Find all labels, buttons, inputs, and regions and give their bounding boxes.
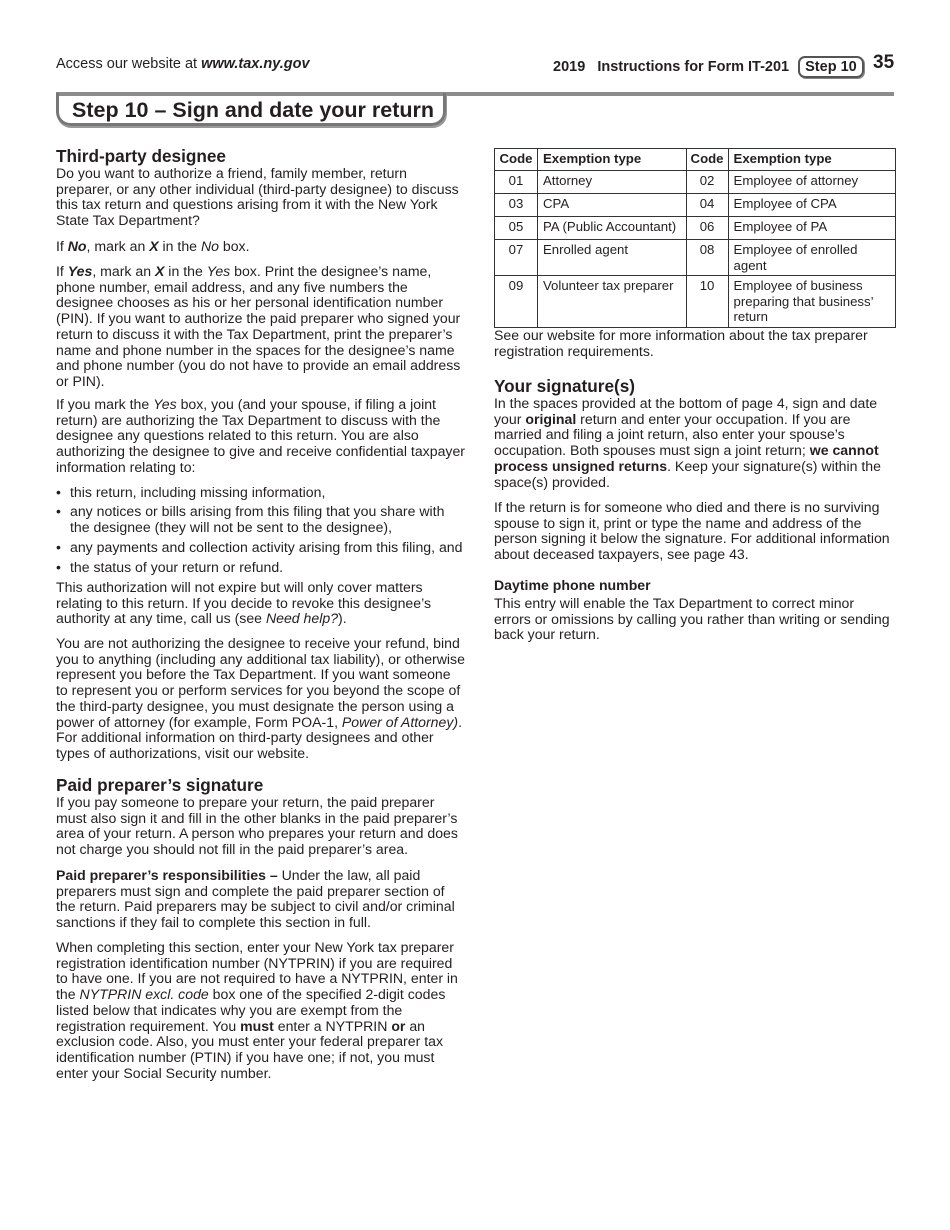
- paragraph: If Yes, mark an X in the Yes box. Print the designee’s name, phone number, email address, and any five numbers the designee chooses as his or her personal identification number (PIN). If you want to authorize the paid preparer who signed your return to discuss it with the Tax Department, print the preparer’s name and phone number in the spaces for the designee’s name and phone number (you do not have to provide an email address or PIN).: [56, 263, 461, 389]
- paragraph: This entry will enable the Tax Department to correct minor errors or omissions by calling you rather than writing or sending back your return.: [494, 595, 890, 643]
- form-header: [553, 56, 864, 78]
- page-number: 35: [873, 52, 895, 73]
- form-title: Instructions for Form IT-201: [597, 59, 790, 75]
- signature-section: [494, 377, 894, 490]
- table-header-row: Code Exemption type Code Exemption type: [495, 149, 896, 171]
- daytime-phone-section: [494, 577, 894, 643]
- section-heading: Your signature(s): [494, 376, 636, 396]
- paragraph: If you pay someone to prepare your return, the paid preparer must also sign it and fill in the other blanks in the paid preparer’s area of your return. A person who prepares your return and does not charge you should not fill in the paid preparer’s area.: [56, 794, 458, 858]
- list-item: • any notices or bills arising from this filing that you share with the designee (they will not be sent to the designee),: [56, 503, 445, 535]
- website-line: Access our website at www.tax.ny.gov: [56, 56, 310, 72]
- table-row: 07 Enrolled agent 08 Employee of enrolled agent: [495, 240, 896, 276]
- paragraph: In the spaces provided at the bottom of page 4, sign and date your original return and enter your occupation. If you are married and filing a joint return, also enter your spouse’s occupation. Both spouses must sign a joint return; we cannot process unsigned returns. Keep your signature(s) within the space(s) provided.: [494, 395, 881, 490]
- paragraph: If you mark the Yes box, you (and your spouse, if filing a joint return) are authorizing the Tax Department to discuss with the designee any questions related to this return. You are also authorizing the designee to give and receive confidential taxpayer information relating to:: [56, 396, 465, 475]
- paragraph: This authorization will not expire but will only cover matters relating to this return. If you decide to revoke this designee’s authority at any time, call us (see Need help?).: [56, 579, 432, 627]
- table-row: 05 PA (Public Accountant) 06 Employee of PA: [495, 217, 896, 240]
- table-row: 03 CPA 04 Employee of CPA: [495, 194, 896, 217]
- subsection-heading: Daytime phone number: [494, 577, 651, 593]
- exemption-code-table: [494, 148, 896, 328]
- paid-preparer-section: [56, 776, 466, 858]
- paragraph: Do you want to authorize a friend, family member, return preparer, or any other individual (third-party designee) to discuss this tax return and questions arising from it with the New York State Tax Department?: [56, 165, 459, 229]
- paragraph: Paid preparer’s responsibilities – Under the law, all paid preparers must sign and complete the paid preparer section of the return. Paid preparers may be subject to civil and/or criminal sanctions if they fail to complete this section in full.: [56, 867, 455, 931]
- paragraph: If No, mark an X in the No box.: [56, 238, 250, 254]
- paragraph: You are not authorizing the designee to receive your refund, bind you to anything (including any additional tax liability), or otherwise represent you before the Tax Department. If you want someone to represent you or perform services for you beyond the scope of the third-party designee, you must designate the person using a power of attorney (for example, Form POA-1, Power of Attorney). For additional information on third-party designees and other types of authorizations, visit our website.: [56, 635, 465, 761]
- paragraph: See our website for more information about the tax preparer registration requirements.: [494, 327, 868, 359]
- paragraph: When completing this section, enter your New York tax preparer registration identification number (NYTPRIN) if you are required to have one. If you are not required to have a NYTPRIN, enter in the NYTPRIN excl. code box one of the specified 2-digit codes listed below that indicates why you are exempt from the registration requirement. You must enter a NYTPRIN or an exclusion code. Also, you must enter your federal preparer tax identification number (PTIN) if you have one; if not, you must enter your Social Security number.: [56, 939, 458, 1081]
- page-title: Step 10 – Sign and date your return: [56, 93, 446, 126]
- website-link[interactable]: www.tax.ny.gov: [201, 56, 310, 72]
- third-party-section: [56, 147, 466, 229]
- form-year: 2019: [553, 59, 586, 75]
- section-heading: Paid preparer’s signature: [56, 775, 264, 795]
- step-tab: Step 10: [798, 56, 864, 78]
- table-row: 09 Volunteer tax preparer 10 Employee of business preparing that business’ return: [495, 276, 896, 328]
- table-row: 01 Attorney 02 Employee of attorney: [495, 171, 896, 194]
- section-heading: Third-party designee: [56, 146, 226, 166]
- list-item: • this return, including missing information,: [56, 484, 326, 500]
- list-item: • the status of your return or refund.: [56, 559, 284, 575]
- list-item: • any payments and collection activity arising from this filing, and: [56, 539, 463, 555]
- paragraph: If the return is for someone who died and there is no surviving spouse to sign it, print or type the name and address of the person signing it below the signature. For additional information about deceased taxpayers, see page 43.: [494, 499, 890, 563]
